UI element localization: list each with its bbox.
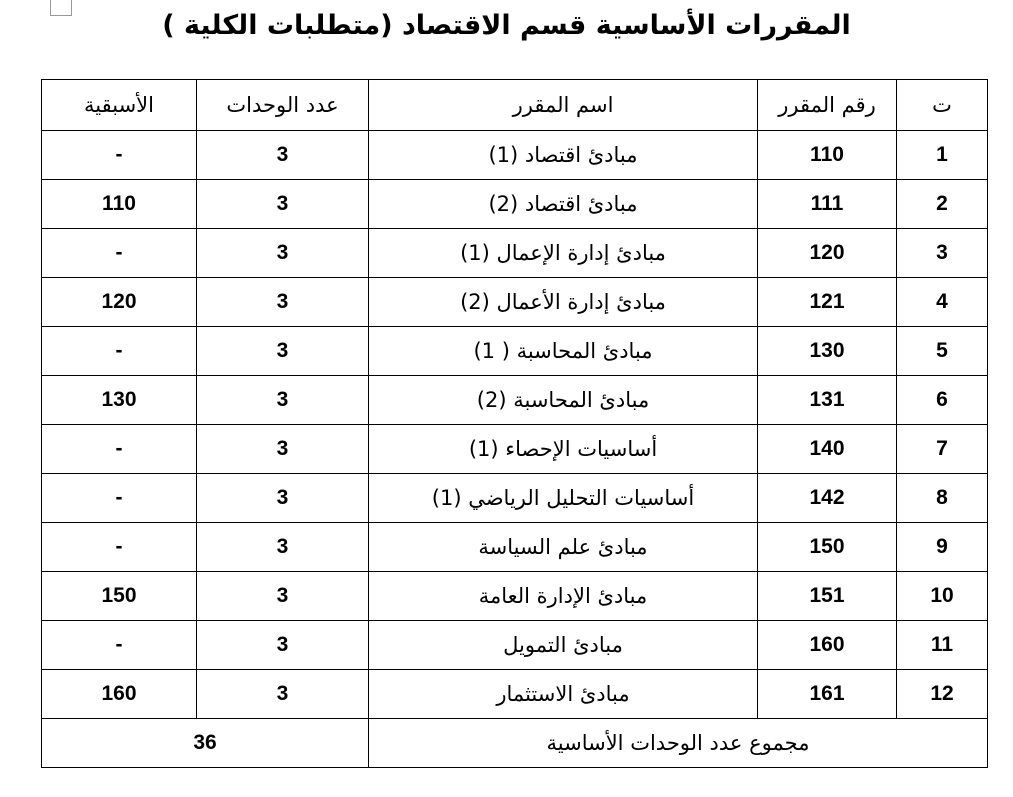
course-units: 3 bbox=[197, 523, 369, 572]
course-prerequisite: - bbox=[42, 229, 197, 278]
row-index: 3 bbox=[897, 229, 988, 278]
course-units: 3 bbox=[197, 474, 369, 523]
header-row bbox=[42, 80, 988, 131]
course-units: 3 bbox=[197, 327, 369, 376]
table-row bbox=[42, 670, 988, 719]
table-row bbox=[42, 425, 988, 474]
course-code: 161 bbox=[758, 670, 897, 719]
course-name: مبادئ المحاسبة ( 1) bbox=[369, 327, 758, 376]
header-course-code: رقم المقرر bbox=[758, 80, 897, 131]
course-units: 3 bbox=[197, 131, 369, 180]
course-units: 3 bbox=[197, 229, 369, 278]
course-code: 140 bbox=[758, 425, 897, 474]
row-index: 7 bbox=[897, 425, 988, 474]
table-row bbox=[42, 278, 988, 327]
course-code: 131 bbox=[758, 376, 897, 425]
course-units: 3 bbox=[197, 425, 369, 474]
course-prerequisite: - bbox=[42, 425, 197, 474]
course-name: مبادئ إدارة الإعمال (1) bbox=[369, 229, 758, 278]
course-units: 3 bbox=[197, 180, 369, 229]
course-prerequisite: 160 bbox=[42, 670, 197, 719]
table-row bbox=[42, 131, 988, 180]
course-code: 130 bbox=[758, 327, 897, 376]
row-index: 6 bbox=[897, 376, 988, 425]
course-name: مبادئ علم السياسة bbox=[369, 523, 758, 572]
table-row bbox=[42, 327, 988, 376]
course-name: أساسيات الإحصاء (1) bbox=[369, 425, 758, 474]
course-code: 142 bbox=[758, 474, 897, 523]
course-prerequisite: 150 bbox=[42, 572, 197, 621]
course-code: 150 bbox=[758, 523, 897, 572]
course-name: مبادئ إدارة الأعمال (2) bbox=[369, 278, 758, 327]
course-rows bbox=[42, 131, 988, 719]
course-code: 110 bbox=[758, 131, 897, 180]
header-prerequisite: الأسبقية bbox=[42, 80, 197, 131]
total-row bbox=[42, 719, 988, 768]
table-row bbox=[42, 474, 988, 523]
table-row bbox=[42, 376, 988, 425]
header-course-name: اسم المقرر bbox=[369, 80, 758, 131]
table-row bbox=[42, 180, 988, 229]
row-index: 8 bbox=[897, 474, 988, 523]
course-prerequisite: - bbox=[42, 523, 197, 572]
course-prerequisite: - bbox=[42, 131, 197, 180]
table-row bbox=[42, 523, 988, 572]
row-index: 11 bbox=[897, 621, 988, 670]
course-units: 3 bbox=[197, 621, 369, 670]
course-units: 3 bbox=[197, 376, 369, 425]
row-index: 4 bbox=[897, 278, 988, 327]
course-prerequisite: - bbox=[42, 621, 197, 670]
row-index: 1 bbox=[897, 131, 988, 180]
course-units: 3 bbox=[197, 670, 369, 719]
row-index: 9 bbox=[897, 523, 988, 572]
course-name: أساسيات التحليل الرياضي (1) bbox=[369, 474, 758, 523]
course-name: مبادئ المحاسبة (2) bbox=[369, 376, 758, 425]
table-row bbox=[42, 572, 988, 621]
row-index: 2 bbox=[897, 180, 988, 229]
row-index: 5 bbox=[897, 327, 988, 376]
course-code: 111 bbox=[758, 180, 897, 229]
table-row bbox=[42, 621, 988, 670]
row-index: 12 bbox=[897, 670, 988, 719]
course-name: مبادئ الإدارة العامة bbox=[369, 572, 758, 621]
course-prerequisite: - bbox=[42, 327, 197, 376]
page-title: المقررات الأساسية قسم الاقتصاد (متطلبات الكلية ) bbox=[162, 10, 851, 41]
course-units: 3 bbox=[197, 278, 369, 327]
course-prerequisite: 120 bbox=[42, 278, 197, 327]
course-name: مبادئ اقتصاد (2) bbox=[369, 180, 758, 229]
course-name: مبادئ الاستثمار bbox=[369, 670, 758, 719]
course-units: 3 bbox=[197, 572, 369, 621]
course-name: مبادئ التمويل bbox=[369, 621, 758, 670]
total-units-value: 36 bbox=[42, 719, 369, 768]
header-units: عدد الوحدات bbox=[197, 80, 369, 131]
course-code: 160 bbox=[758, 621, 897, 670]
total-units-label: مجموع عدد الوحدات الأساسية bbox=[369, 719, 988, 768]
table-row bbox=[42, 229, 988, 278]
course-code: 121 bbox=[758, 278, 897, 327]
course-prerequisite: 110 bbox=[42, 180, 197, 229]
row-index: 10 bbox=[897, 572, 988, 621]
course-name: مبادئ اقتصاد (1) bbox=[369, 131, 758, 180]
course-code: 120 bbox=[758, 229, 897, 278]
courses-table bbox=[41, 79, 988, 768]
course-code: 151 bbox=[758, 572, 897, 621]
course-prerequisite: 130 bbox=[42, 376, 197, 425]
course-prerequisite: - bbox=[42, 474, 197, 523]
header-index: ت bbox=[897, 80, 988, 131]
